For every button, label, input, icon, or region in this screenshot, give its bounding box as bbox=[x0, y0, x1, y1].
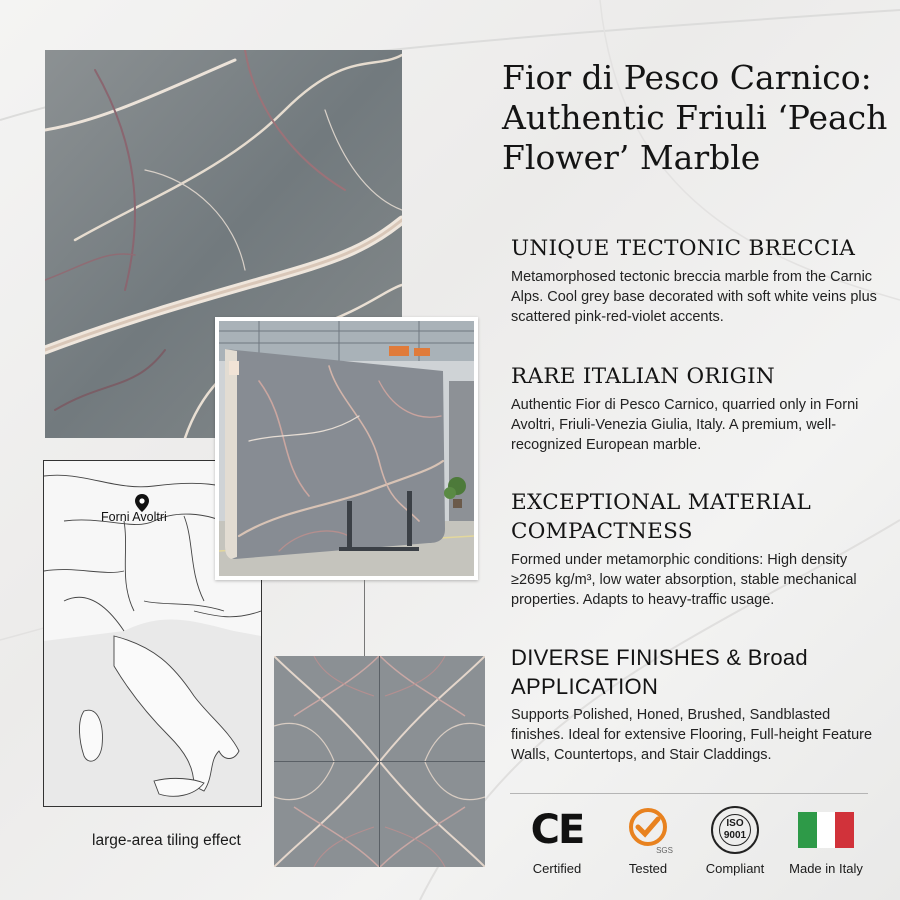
badge-italy bbox=[781, 807, 871, 876]
tiling-effect-image bbox=[274, 656, 485, 867]
map-location-label: Forni Avoltri bbox=[101, 510, 167, 524]
page-title: Fior di Pesco Carnico: Authentic Friuli ‘Peach Flower’ Marble bbox=[502, 58, 888, 177]
section-finishes-application bbox=[511, 643, 876, 765]
section-heading: UNIQUE TECTONIC BRECCIA bbox=[511, 236, 856, 261]
section-body: Supports Polished, Honed, Brushed, Sandblasted finishes. Ideal for extensive Flooring, Full-height Feature Walls, Countertops, and Stair Claddings. bbox=[511, 707, 873, 763]
badge-label: Certified bbox=[532, 861, 582, 876]
section-heading: DIVERSE FINISHES & Broad APPLICATION bbox=[511, 645, 808, 699]
tiling-caption: large-area tiling effect bbox=[92, 832, 241, 849]
section-material-compactness bbox=[511, 488, 876, 610]
section-heading: RARE ITALIAN ORIGIN bbox=[511, 364, 776, 389]
badge-ce bbox=[512, 807, 602, 876]
badge-sgs bbox=[603, 807, 693, 876]
ce-mark-icon: CE bbox=[530, 807, 584, 853]
badge-label: Made in Italy bbox=[789, 861, 863, 876]
section-body: Formed under metamorphic conditions: High density ≥2695 kg/m³, low water absorption, stable mechanical properties. Adapts to heavy-traffic usage. bbox=[511, 552, 857, 608]
badge-iso bbox=[690, 807, 780, 876]
italy-flag-icon bbox=[781, 807, 871, 853]
divider bbox=[510, 793, 868, 794]
iso-9001-seal-icon: ISO 9001 bbox=[690, 807, 780, 853]
section-tectonic-breccia bbox=[511, 234, 886, 327]
section-italian-origin bbox=[511, 362, 886, 455]
badge-label: Tested bbox=[628, 861, 668, 876]
badge-label: Compliant bbox=[705, 861, 765, 876]
warehouse-slab-photo bbox=[215, 317, 478, 580]
section-body: Metamorphosed tectonic breccia marble from the Carnic Alps. Cool grey base decorated with soft white veins plus scattered pink-red-violet accents. bbox=[511, 269, 877, 325]
section-body: Authentic Fior di Pesco Carnico, quarried only in Forni Avoltri, Friuli-Venezia Giulia, Italy. A premium, well-recognized European marble. bbox=[511, 397, 859, 453]
sgs-check-icon: SGS bbox=[603, 807, 693, 853]
section-heading: EXCEPTIONAL MATERIAL COMPACTNESS bbox=[511, 490, 812, 544]
connector-line bbox=[364, 580, 365, 656]
